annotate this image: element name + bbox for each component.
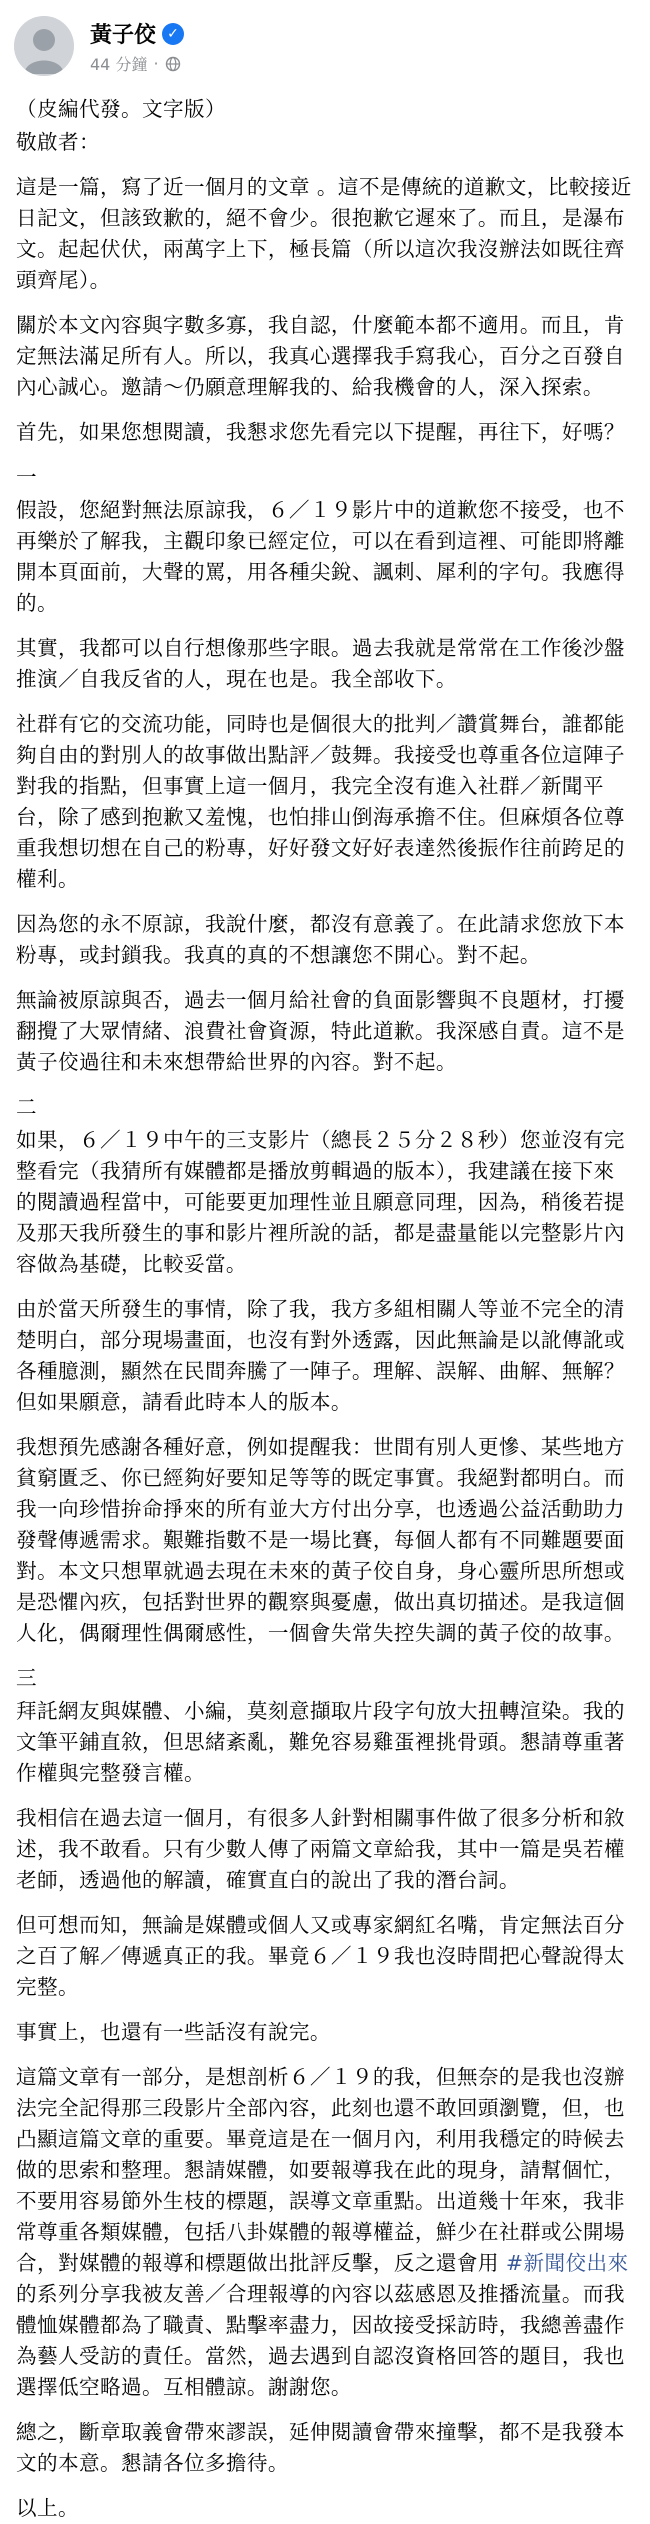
post-body xyxy=(0,86,650,2524)
post-paragraph: 如果，６／１９中午的三支影片（總長２５分２８秒）您並沒有完整看完（我猜所有媒體都是播放剪輯過的版本），我建議在接下來的閱讀過程當中，可能要更加理性並且願意同理，因為，稍後若提及那天我所發生的事和影片裡所說的話，都是盡量能以完整影片內容做為基礎，比較妥當。 xyxy=(16,1128,625,1276)
post-paragraph: 以上。 xyxy=(16,2496,79,2520)
post-paragraph: 首先，如果您想閱讀，我懇求您先看完以下提醒，再往下，好嗎？ xyxy=(16,420,625,444)
paragraph-text: 的系列分享我被友善／合理報導的內容以茲感恩及推播流量。而我體恤媒體都為了職責、點擊率盡力，因故接受採訪時，我總善盡作為藝人受訪的責任。當然，過去遇到自認沒資格回答的題目，我也選擇低空略過。互相體諒。謝謝您。 xyxy=(16,2282,625,2399)
author-name[interactable]: 黃子佼 xyxy=(90,23,157,48)
post-paragraph: 我相信在過去這一個月，有很多人針對相關事件做了很多分析和敘述，我不敢看。只有少數人傳了兩篇文章給我，其中一篇是吳若權老師，透過他的解讀，確實直白的說出了我的潛台詞。 xyxy=(16,1806,625,1892)
meta-separator: · xyxy=(153,54,159,73)
globe-icon[interactable] xyxy=(165,56,181,72)
post-paragraph: 但可想而知，無論是媒體或個人又或專家網紅名嘴，肯定無法百分之百了解／傳遞真正的我。畢竟６／１９我也沒時間把心聲說得太完整。 xyxy=(16,1913,625,1999)
post-paragraph: 敬啟者： xyxy=(16,130,100,154)
post-paragraph: （皮編代發。文字版） xyxy=(16,97,226,121)
paragraph-text: 這篇文章有一部分，是想剖析６／１９的我，但無奈的是我也沒辦法完全記得那三段影片全部內容，此刻也還不敢回頭瀏覽，但，也凸顯這篇文章的重要。畢竟這是在一個月內，利用我穩定的時候去做的思索和整理。懇請媒體，如要報導我在此的現身，請幫個忙，不要用容易節外生枝的標題，誤導文章重點。出道幾十年來，我非常尊重各類媒體，包括八卦媒體的報導權益，鮮少在社群或公開場合，對媒體的報導和標題做出批評反擊，反之還會用 xyxy=(16,2065,625,2275)
post-paragraph: 假設，您絕對無法原諒我，６／１９影片中的道歉您不接受，也不再樂於了解我，主觀印象已經定位，可以在看到這裡、可能即將離開本頁面前，大聲的罵，用各種尖銳、諷刺、犀利的字句。我應得的。 xyxy=(16,498,625,615)
hashtag-link[interactable]: #新聞佼出來 xyxy=(505,2251,629,2275)
post-paragraph: 這是一篇，寫了近一個月的文章 。這不是傳統的道歉文，比較接近日記文，但該致歉的，絕不會少。很抱歉它遲來了。而且，是瀑布文。起起伏伏，兩萬字上下，極長篇（所以這次我沒辦法如既往齊頭齊尾）。 xyxy=(16,175,632,292)
post-paragraph: 因為您的永不原諒，我說什麼，都沒有意義了。在此請求您放下本粉專，或封鎖我。我真的真的不想讓您不開心。對不起。 xyxy=(16,912,625,967)
section-number: 一 xyxy=(16,465,37,489)
post-paragraph: 由於當天所發生的事情，除了我，我方多組相關人等並不完全的清楚明白，部分現場畫面，也沒有對外透露，因此無論是以訛傳訛或各種臆測，顯然在民間奔騰了一陣子。理解、誤解、曲解、無解？但如果願意，請看此時本人的版本。 xyxy=(16,1297,625,1414)
post-paragraph: 關於本文內容與字數多寡，我自認，什麼範本都不適用。而且，肯定無法滿足所有人。所以，我真心選擇我手寫我心，百分之百發自內心誠心。邀請～仍願意理解我的、給我機會的人，深入探索。 xyxy=(16,313,625,399)
post-meta xyxy=(90,52,181,75)
post-paragraph: 我想預先感謝各種好意，例如提醒我：世間有別人更慘、某些地方貧窮匱乏、你已經夠好要知足等等的既定事實。我絕對都明白。而我一向珍惜拚命掙來的所有並大方付出分享，也透過公益活動助力發聲傳遞需求。艱難指數不是一場比賽，每個人都有不同難題要面對。本文只想單就過去現在未來的黃子佼自身，身心靈所思所想或是恐懼內疚，包括對世界的觀察與憂慮，做出真切描述。是我這個人化，偶爾理性偶爾感性，一個會失常失控失調的黃子佼的故事。 xyxy=(16,1435,625,1645)
post-paragraph: 社群有它的交流功能，同時也是個很大的批判／讚賞舞台，誰都能夠自由的對別人的故事做出點評／鼓舞。我接受也尊重各位這陣子對我的指點，但事實上這一個月，我完全沒有進入社群／新聞平台，除了感到抱歉又羞愧，也怕排山倒海承擔不住。但麻煩各位尊重我想切想在自己的粉專，好好發文好好表達然後振作往前跨足的權利。 xyxy=(16,712,625,891)
avatar-image xyxy=(14,16,74,76)
post-paragraph xyxy=(16,2062,634,2403)
verified-badge-icon: ✓ xyxy=(162,23,184,45)
post-timestamp[interactable]: 44 分鐘 xyxy=(90,55,148,74)
post-header xyxy=(0,0,650,86)
post-paragraph: 拜託網友與媒體、小編，莫刻意擷取片段字句放大扭轉渲染。我的文筆平鋪直敘，但思緒紊亂，難免容易雞蛋裡挑骨頭。懇請尊重著作權與完整發言權。 xyxy=(16,1699,625,1785)
post-paragraph: 無論被原諒與否，過去一個月給社會的負面影響與不良題材，打擾翻攪了大眾情緒、浪費社會資源，特此道歉。我深感自責。這不是黃子佼過往和未來想帶給世界的內容。對不起。 xyxy=(16,988,625,1074)
avatar[interactable] xyxy=(14,16,74,76)
post-paragraph: 總之，斷章取義會帶來謬誤，延伸閱讀會帶來撞擊，都不是我發本文的本意。懇請各位多擔待。 xyxy=(16,2420,625,2475)
post-paragraph: 事實上，也還有一些話沒有說完。 xyxy=(16,2020,331,2044)
author-line xyxy=(90,18,184,49)
section-number: 二 xyxy=(16,1095,37,1119)
section-number: 三 xyxy=(16,1666,37,1690)
post-paragraph: 其實，我都可以自行想像那些字眼。過去我就是常常在工作後沙盤推演／自我反省的人，現在也是。我全部收下。 xyxy=(16,636,625,691)
